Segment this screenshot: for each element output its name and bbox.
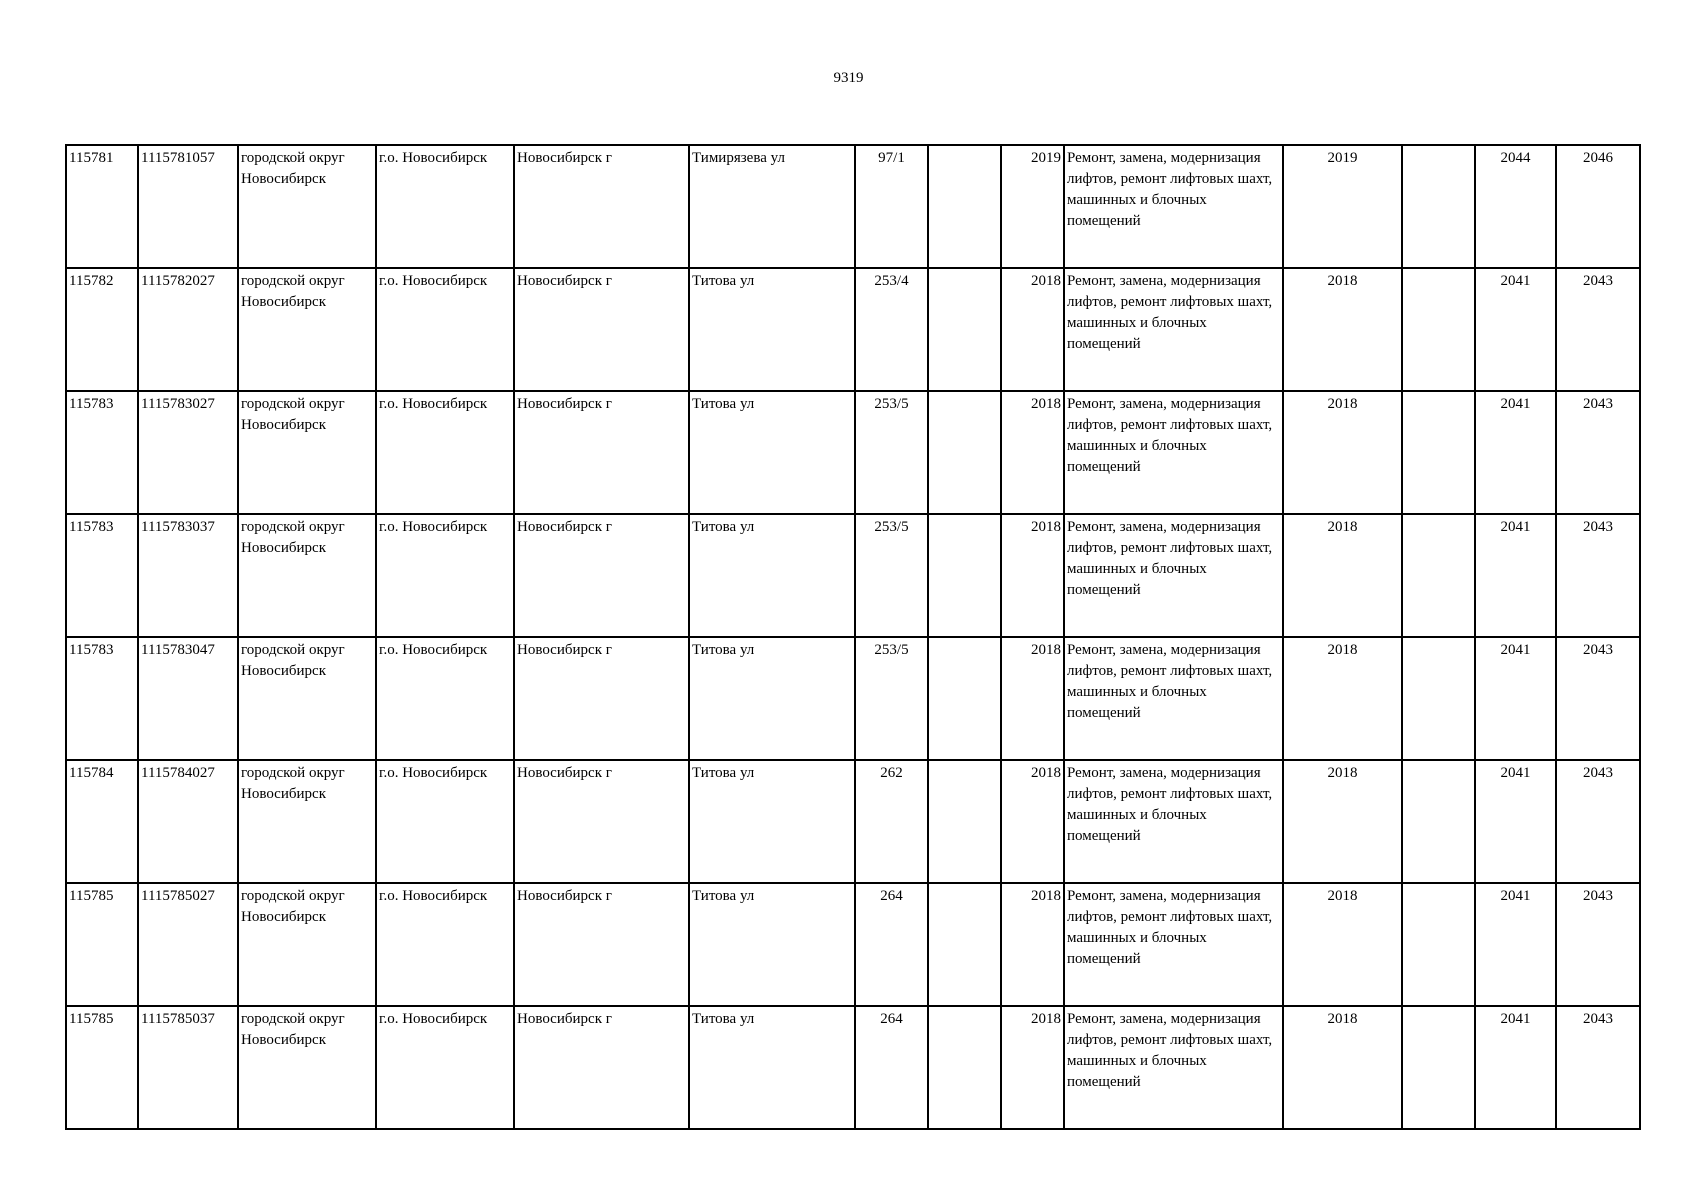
cell-building	[928, 391, 1001, 514]
table-row	[66, 637, 1640, 760]
cell-locality: Новосибирск г	[514, 637, 689, 760]
cell-municipality: городской округ Новосибирск	[238, 883, 376, 1006]
cell-note	[1402, 1006, 1475, 1129]
cell-building	[928, 514, 1001, 637]
cell-work-type: Ремонт, замена, модернизация лифтов, ремонт лифтовых шахт, машинных и блочных помещений	[1064, 514, 1283, 637]
cell-period-end: 2043	[1556, 1006, 1640, 1129]
cell-street: Титова ул	[689, 637, 855, 760]
cell-code: 1115783027	[138, 391, 238, 514]
cell-work-type: Ремонт, замена, модернизация лифтов, ремонт лифтовых шахт, машинных и блочных помещений	[1064, 391, 1283, 514]
cell-plan-year: 2018	[1283, 883, 1402, 1006]
cell-period-end: 2043	[1556, 268, 1640, 391]
cell-locality: Новосибирск г	[514, 760, 689, 883]
cell-municipality: городской округ Новосибирск	[238, 760, 376, 883]
cell-note	[1402, 883, 1475, 1006]
cell-street: Титова ул	[689, 883, 855, 1006]
cell-street: Титова ул	[689, 391, 855, 514]
cell-work-type: Ремонт, замена, модернизация лифтов, ремонт лифтовых шахт, машинных и блочных помещений	[1064, 637, 1283, 760]
table-row	[66, 514, 1640, 637]
cell-period-end: 2043	[1556, 391, 1640, 514]
cell-plan-year: 2018	[1283, 1006, 1402, 1129]
cell-period-start: 2041	[1475, 883, 1556, 1006]
cell-note	[1402, 514, 1475, 637]
cell-district: г.о. Новосибирск	[376, 1006, 514, 1129]
cell-house: 253/5	[855, 391, 928, 514]
cell-year-built: 2018	[1001, 637, 1064, 760]
cell-id: 115783	[66, 514, 138, 637]
cell-year-built: 2018	[1001, 1006, 1064, 1129]
cell-house: 264	[855, 883, 928, 1006]
cell-id: 115784	[66, 760, 138, 883]
cell-building	[928, 1006, 1001, 1129]
cell-plan-year: 2019	[1283, 145, 1402, 268]
cell-locality: Новосибирск г	[514, 1006, 689, 1129]
cell-plan-year: 2018	[1283, 268, 1402, 391]
cell-building	[928, 883, 1001, 1006]
table-row	[66, 145, 1640, 268]
cell-period-start: 2041	[1475, 1006, 1556, 1129]
cell-code: 1115782027	[138, 268, 238, 391]
cell-district: г.о. Новосибирск	[376, 760, 514, 883]
cell-period-start: 2041	[1475, 760, 1556, 883]
cell-period-end: 2043	[1556, 637, 1640, 760]
cell-street: Титова ул	[689, 268, 855, 391]
cell-note	[1402, 637, 1475, 760]
cell-id: 115782	[66, 268, 138, 391]
table-row	[66, 883, 1640, 1006]
cell-street: Титова ул	[689, 1006, 855, 1129]
cell-note	[1402, 391, 1475, 514]
cell-period-end: 2046	[1556, 145, 1640, 268]
cell-year-built: 2018	[1001, 514, 1064, 637]
table-row	[66, 391, 1640, 514]
cell-code: 1115781057	[138, 145, 238, 268]
cell-plan-year: 2018	[1283, 391, 1402, 514]
cell-work-type: Ремонт, замена, модернизация лифтов, ремонт лифтовых шахт, машинных и блочных помещений	[1064, 760, 1283, 883]
cell-district: г.о. Новосибирск	[376, 637, 514, 760]
cell-code: 1115783037	[138, 514, 238, 637]
cell-municipality: городской округ Новосибирск	[238, 268, 376, 391]
cell-house: 262	[855, 760, 928, 883]
cell-plan-year: 2018	[1283, 637, 1402, 760]
cell-plan-year: 2018	[1283, 760, 1402, 883]
cell-district: г.о. Новосибирск	[376, 883, 514, 1006]
cell-year-built: 2018	[1001, 760, 1064, 883]
cell-municipality: городской округ Новосибирск	[238, 391, 376, 514]
cell-code: 1115785037	[138, 1006, 238, 1129]
cell-id: 115781	[66, 145, 138, 268]
cell-work-type: Ремонт, замена, модернизация лифтов, ремонт лифтовых шахт, машинных и блочных помещений	[1064, 883, 1283, 1006]
table-row	[66, 1006, 1640, 1129]
page-number: 9319	[833, 70, 864, 86]
table-row	[66, 760, 1640, 883]
cell-code: 1115783047	[138, 637, 238, 760]
register-table	[65, 144, 1641, 1130]
cell-building	[928, 637, 1001, 760]
cell-period-end: 2043	[1556, 514, 1640, 637]
cell-period-start: 2041	[1475, 391, 1556, 514]
cell-locality: Новосибирск г	[514, 145, 689, 268]
table-body	[66, 145, 1640, 1129]
cell-year-built: 2018	[1001, 883, 1064, 1006]
cell-plan-year: 2018	[1283, 514, 1402, 637]
cell-district: г.о. Новосибирск	[376, 145, 514, 268]
cell-district: г.о. Новосибирск	[376, 268, 514, 391]
cell-house: 253/5	[855, 637, 928, 760]
cell-building	[928, 760, 1001, 883]
cell-id: 115785	[66, 883, 138, 1006]
cell-code: 1115785027	[138, 883, 238, 1006]
cell-district: г.о. Новосибирск	[376, 391, 514, 514]
cell-house: 97/1	[855, 145, 928, 268]
cell-id: 115783	[66, 637, 138, 760]
cell-id: 115785	[66, 1006, 138, 1129]
cell-period-end: 2043	[1556, 883, 1640, 1006]
cell-street: Титова ул	[689, 514, 855, 637]
cell-building	[928, 268, 1001, 391]
cell-locality: Новосибирск г	[514, 268, 689, 391]
cell-period-end: 2043	[1556, 760, 1640, 883]
cell-locality: Новосибирск г	[514, 883, 689, 1006]
cell-period-start: 2041	[1475, 637, 1556, 760]
cell-note	[1402, 268, 1475, 391]
cell-district: г.о. Новосибирск	[376, 514, 514, 637]
cell-year-built: 2018	[1001, 391, 1064, 514]
cell-municipality: городской округ Новосибирск	[238, 145, 376, 268]
table-row	[66, 268, 1640, 391]
cell-locality: Новосибирск г	[514, 514, 689, 637]
cell-street: Тимирязева ул	[689, 145, 855, 268]
cell-period-start: 2041	[1475, 268, 1556, 391]
cell-work-type: Ремонт, замена, модернизация лифтов, ремонт лифтовых шахт, машинных и блочных помещений	[1064, 268, 1283, 391]
cell-house: 253/4	[855, 268, 928, 391]
cell-work-type: Ремонт, замена, модернизация лифтов, ремонт лифтовых шахт, машинных и блочных помещений	[1064, 145, 1283, 268]
cell-municipality: городской округ Новосибирск	[238, 637, 376, 760]
cell-work-type: Ремонт, замена, модернизация лифтов, ремонт лифтовых шахт, машинных и блочных помещений	[1064, 1006, 1283, 1129]
cell-period-start: 2041	[1475, 514, 1556, 637]
cell-note	[1402, 145, 1475, 268]
cell-locality: Новосибирск г	[514, 391, 689, 514]
cell-note	[1402, 760, 1475, 883]
cell-code: 1115784027	[138, 760, 238, 883]
cell-house: 264	[855, 1006, 928, 1129]
cell-year-built: 2018	[1001, 268, 1064, 391]
cell-street: Титова ул	[689, 760, 855, 883]
cell-municipality: городской округ Новосибирск	[238, 514, 376, 637]
cell-year-built: 2019	[1001, 145, 1064, 268]
cell-period-start: 2044	[1475, 145, 1556, 268]
cell-id: 115783	[66, 391, 138, 514]
cell-municipality: городской округ Новосибирск	[238, 1006, 376, 1129]
cell-house: 253/5	[855, 514, 928, 637]
cell-building	[928, 145, 1001, 268]
